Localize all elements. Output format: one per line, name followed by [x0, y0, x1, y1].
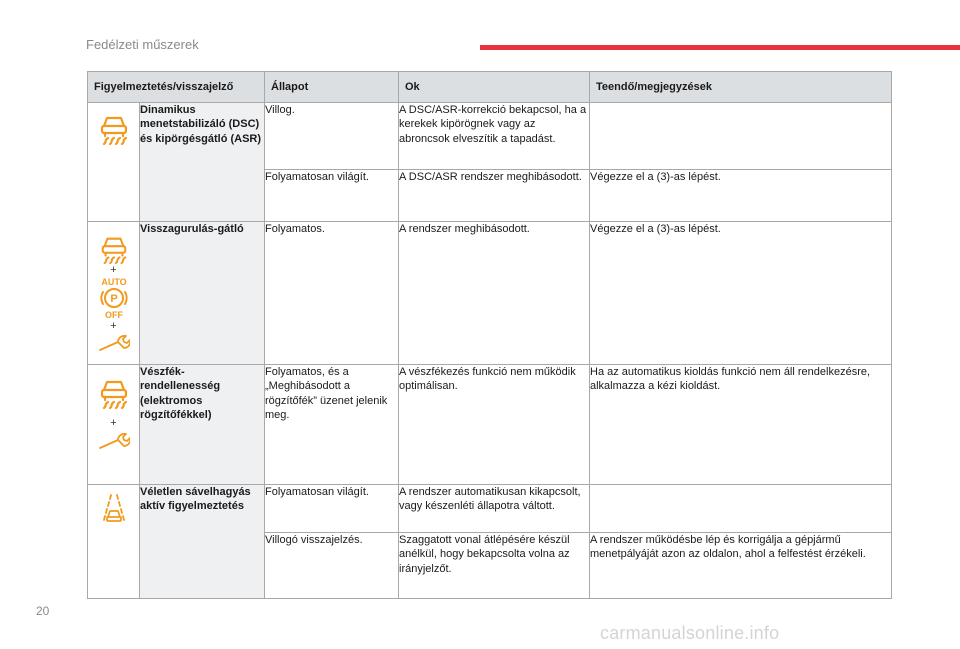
icon-cell: [88, 222, 140, 365]
auto-park-off-icon: [98, 276, 130, 320]
p-label: P: [109, 293, 118, 305]
action-cell: [590, 103, 892, 170]
warning-lights-table: [87, 71, 892, 599]
plus-sign: +: [110, 264, 117, 276]
wrench-icon: [98, 332, 130, 352]
state-cell: Folyamatosan világít.: [265, 170, 399, 222]
icon-cell: [88, 485, 140, 599]
cause-cell: A vészfékezés funkció nem működik optimálisan.: [399, 365, 590, 485]
cause-cell: A DSC/ASR rendszer meghibásodott.: [399, 170, 590, 222]
warning-name: Véletlen sávelhagyás aktív figyelmeztetés: [140, 485, 265, 599]
warning-name: Dinamikus menetstabilizáló (DSC) és kipörgésgátló (ASR): [140, 103, 265, 222]
action-cell: [590, 485, 892, 533]
state-cell: Folyamatos.: [265, 222, 399, 365]
auto-label: AUTO: [100, 277, 127, 287]
table-row: [88, 222, 892, 365]
page-section-title: Fedélzeti műszerek: [86, 37, 199, 52]
state-cell: Villog.: [265, 103, 399, 170]
dsc-skid-car-icon: [99, 377, 129, 409]
state-cell: Villogó visszajelzés.: [265, 533, 399, 599]
action-cell: A rendszer működésbe lép és korrigálja a gépjármű menetpályáját azon az oldalon, ahol a felfestést érzékeli.: [590, 533, 892, 599]
watermark: carmanualsonline.info: [600, 623, 780, 643]
table-header-row: [88, 72, 892, 103]
icon-cell: [88, 103, 140, 222]
cause-cell: Szaggatott vonal átlépésére készül anélkül, hogy bekapcsolta volna az irányjelzőt.: [399, 533, 590, 599]
cause-cell: A DSC/ASR-korrekció bekapcsol, ha a kerekek kipörögnek vagy az abroncsok elveszítik a tapadást.: [399, 103, 590, 170]
state-cell: Folyamatos, és a „Meghibásodott a rögzítőfék” üzenet jelenik meg.: [265, 365, 399, 485]
lane-departure-icon: [97, 493, 131, 523]
dsc-skid-car-icon: [99, 234, 129, 264]
table-row: [88, 103, 892, 170]
table-row: [88, 485, 892, 533]
plus-sign: +: [110, 417, 117, 429]
action-cell: Ha az automatikus kioldás funkció nem áll rendelkezésre, alkalmazza a kézi kioldást.: [590, 365, 892, 485]
cause-cell: A rendszer meghibásodott.: [399, 222, 590, 365]
action-cell: Végezze el a (3)-as lépést.: [590, 170, 892, 222]
column-header-action: Teendő/megjegyzések: [590, 72, 892, 103]
column-header-cause: Ok: [399, 72, 590, 103]
header-accent-bar: [480, 45, 960, 50]
icon-cell: [88, 365, 140, 485]
page-number: 20: [36, 604, 50, 618]
cause-cell: A rendszer automatikusan kikapcsolt, vagy készenléti állapotra váltott.: [399, 485, 590, 533]
plus-sign: +: [110, 320, 117, 332]
warning-name: Vészfék-rendellenesség (elektromos rögzítőfékkel): [140, 365, 265, 485]
dsc-skid-car-icon: [99, 113, 129, 145]
action-cell: Végezze el a (3)-as lépést.: [590, 222, 892, 365]
table-row: [88, 365, 892, 485]
state-cell: Folyamatosan világít.: [265, 485, 399, 533]
column-header-state: Állapot: [265, 72, 399, 103]
warning-name: Visszagurulás-gátló: [140, 222, 265, 365]
wrench-icon: [98, 429, 130, 451]
column-header-warning: Figyelmeztetés/visszajelző: [88, 72, 265, 103]
off-label: OFF: [104, 310, 123, 320]
